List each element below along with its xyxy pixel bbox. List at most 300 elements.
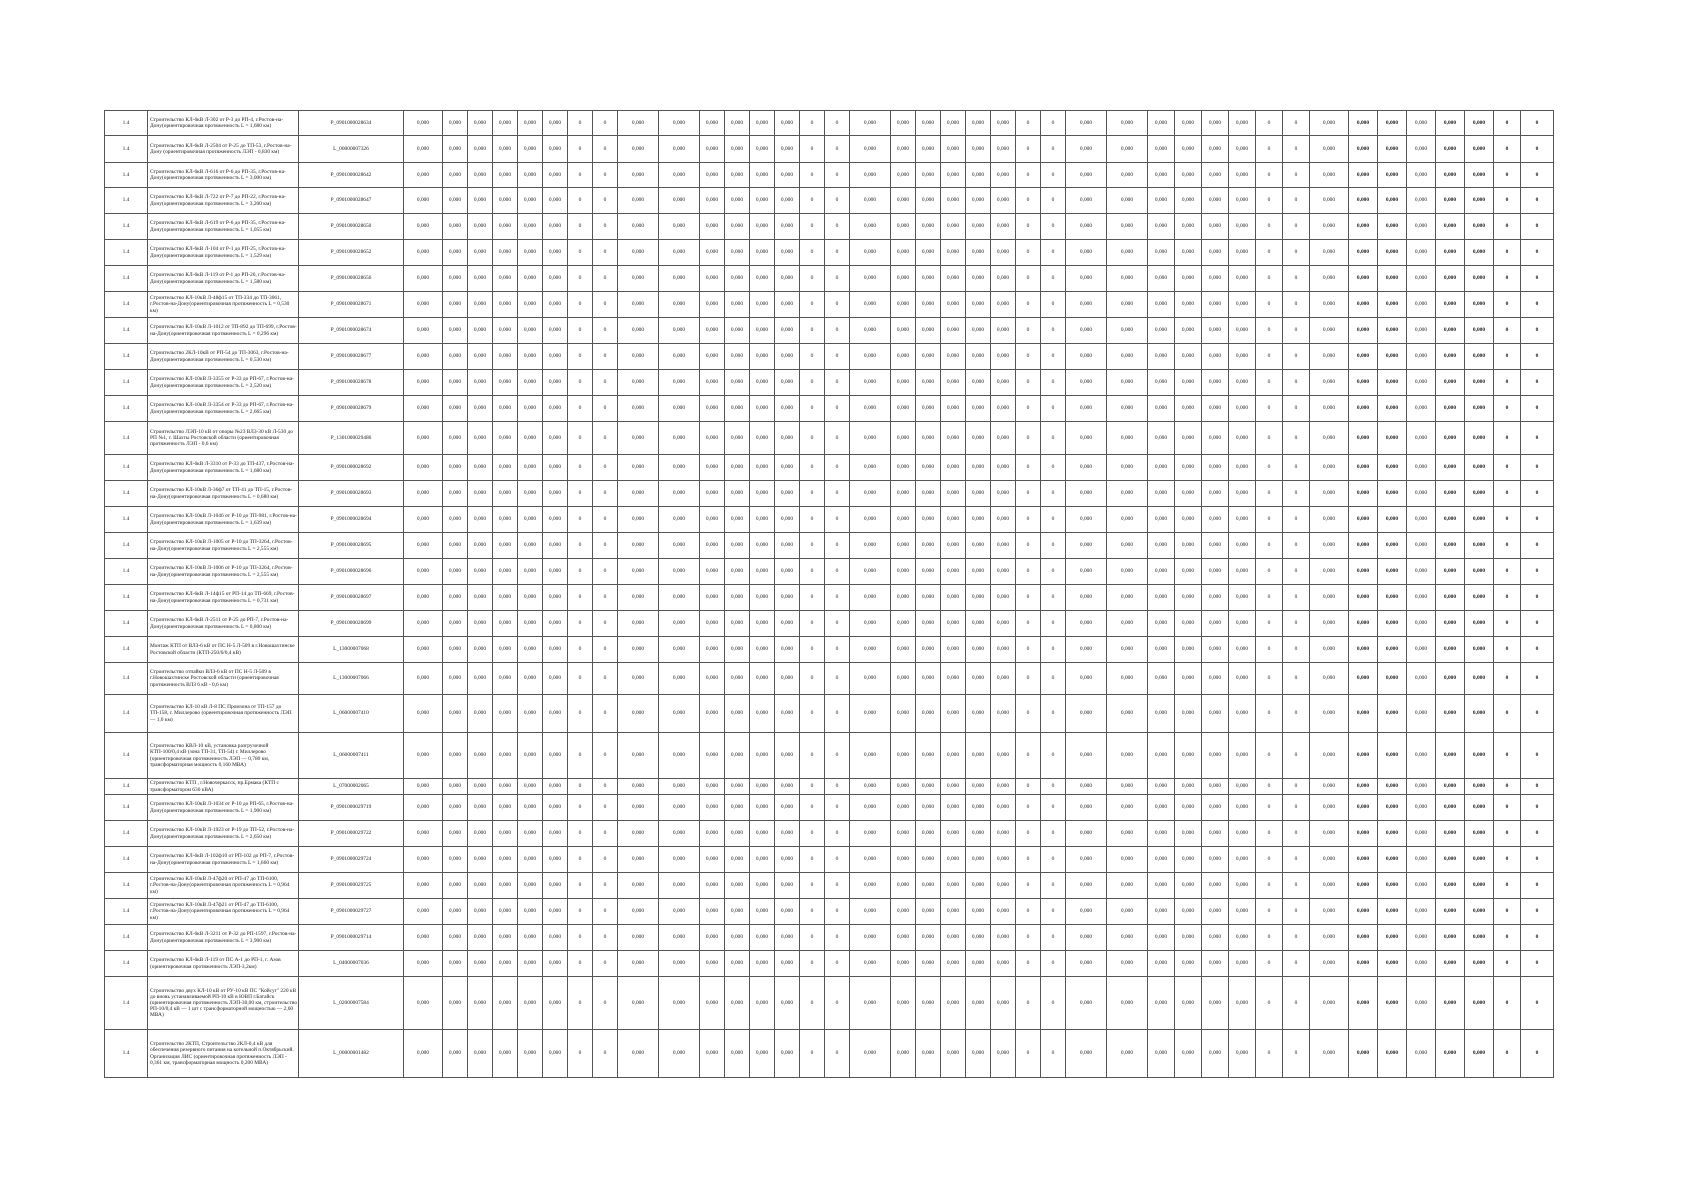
value-cell: 0,000	[1378, 951, 1407, 977]
project-name-cell: Строительство КЛ-10кВ Л-48ф15 от ТП-334 до ТП-3061, г.Ростов-на-Дону(ориентировочная протяженность L = 0,530 км)	[148, 292, 299, 318]
value-cell: 0,000	[916, 925, 941, 951]
value-cell: 0,000	[659, 733, 700, 779]
value-cell: 0,000	[493, 779, 518, 795]
project-id-cell: P_0901000028671	[299, 292, 404, 318]
value-cell: 0,000	[618, 585, 659, 611]
value-cell: 0	[1256, 455, 1283, 481]
value-cell: 0,000	[850, 821, 891, 847]
value-cell: 0,000	[1202, 136, 1229, 163]
value-cell: 0	[1283, 951, 1310, 977]
value-cell: 0,000	[443, 266, 468, 292]
value-cell: 0,000	[850, 111, 891, 136]
value-cell: 0,000	[966, 163, 991, 188]
project-name-cell: Строительство КЛ-10кВ Л-47ф21 от РП-47 до ТП-6100, г.Ростов-на-Дону(ориентировочная протяженность L = 0,964 км)	[148, 899, 299, 925]
value-cell: 0,000	[775, 422, 800, 455]
project-name-cell: Строительство КЛ-6кВ Л-3211 от Р-32 до РП-1597, г.Ростов-на-Дону(ориентировочная протяженность L = 3,900 км)	[148, 925, 299, 951]
value-cell: 0,000	[891, 507, 916, 533]
value-cell: 0,000	[1107, 214, 1148, 240]
value-cell: 0	[1494, 507, 1521, 533]
value-cell: 0,000	[725, 925, 750, 951]
value-cell: 0	[1521, 111, 1554, 136]
value-cell: 0,000	[404, 977, 443, 1030]
value-cell: 0,000	[618, 779, 659, 795]
value-cell: 0,000	[916, 533, 941, 559]
value-cell: 0	[1521, 266, 1554, 292]
table-row	[105, 899, 1554, 925]
value-cell: 0,000	[966, 925, 991, 951]
value-cell: 0	[1016, 396, 1041, 422]
value-cell: 0,000	[991, 1030, 1016, 1078]
value-cell: 0	[800, 318, 825, 344]
value-cell: 0,000	[1175, 559, 1202, 585]
value-cell: 0,000	[1107, 292, 1148, 318]
value-cell: 0,000	[493, 977, 518, 1030]
value-cell: 0,000	[1175, 370, 1202, 396]
value-cell: 0	[1016, 951, 1041, 977]
value-cell: 0,000	[1066, 637, 1107, 663]
value-cell: 0,000	[966, 663, 991, 695]
value-cell: 0,000	[941, 422, 966, 455]
value-cell: 0,000	[659, 266, 700, 292]
value-cell: 0,000	[518, 821, 543, 847]
value-cell: 0,000	[659, 533, 700, 559]
group-code-cell: 1.4	[105, 611, 148, 637]
value-cell: 0,000	[404, 559, 443, 585]
value-cell: 0,000	[1349, 422, 1378, 455]
value-cell: 0,000	[1148, 240, 1175, 266]
table-row	[105, 533, 1554, 559]
value-cell: 0,000	[468, 344, 493, 370]
value-cell: 0	[825, 821, 850, 847]
value-cell: 0	[825, 951, 850, 977]
value-cell: 0,000	[1310, 925, 1349, 951]
value-cell: 0,000	[493, 318, 518, 344]
value-cell: 0,000	[725, 318, 750, 344]
value-cell: 0,000	[1465, 266, 1494, 292]
group-code-cell: 1.4	[105, 847, 148, 873]
project-name-cell: Строительство КВЛ-10 кВ, установка разгрузочной КТП-100/0,4 кВ (зона ТП-31, ТП-54) г. Миллерово (ориентировочная протяженность ЛЭП — 0,780 км, трансформаторная мощность 0,160 МВА)	[148, 733, 299, 779]
project-id-cell: P_0901000028674	[299, 318, 404, 344]
value-cell: 0,000	[1436, 533, 1465, 559]
value-cell: 0	[825, 533, 850, 559]
value-cell: 0	[593, 977, 618, 1030]
value-cell: 0,000	[1310, 507, 1349, 533]
value-cell: 0,000	[404, 533, 443, 559]
value-cell: 0,000	[618, 977, 659, 1030]
value-cell: 0	[568, 847, 593, 873]
value-cell: 0,000	[618, 925, 659, 951]
value-cell: 0,000	[1107, 240, 1148, 266]
value-cell: 0,000	[468, 533, 493, 559]
project-name-cell: Строительство КЛ-6кВ Л-619 от Р-6 до РП-35, г.Ростов-на-Дону(ориентировочная протяженность L = 1,055 км)	[148, 214, 299, 240]
value-cell: 0,000	[775, 370, 800, 396]
value-cell: 0,000	[1465, 795, 1494, 821]
value-cell: 0,000	[1349, 214, 1378, 240]
value-cell: 0,000	[725, 663, 750, 695]
value-cell: 0,000	[966, 422, 991, 455]
value-cell: 0,000	[850, 481, 891, 507]
value-cell: 0	[1521, 396, 1554, 422]
value-cell: 0,000	[1107, 481, 1148, 507]
group-code-cell: 1.4	[105, 422, 148, 455]
value-cell: 0,000	[1202, 111, 1229, 136]
value-cell: 0,000	[518, 111, 543, 136]
value-cell: 0	[825, 611, 850, 637]
value-cell: 0,000	[1202, 1030, 1229, 1078]
value-cell: 0,000	[1148, 111, 1175, 136]
value-cell: 0,000	[850, 733, 891, 779]
value-cell: 0,000	[1175, 663, 1202, 695]
value-cell: 0	[1521, 1030, 1554, 1078]
value-cell: 0,000	[1202, 695, 1229, 733]
value-cell: 0	[568, 455, 593, 481]
value-cell: 0,000	[1229, 637, 1256, 663]
group-code-cell: 1.4	[105, 637, 148, 663]
value-cell: 0,000	[468, 899, 493, 925]
value-cell: 0	[593, 111, 618, 136]
value-cell: 0,000	[1148, 533, 1175, 559]
value-cell: 0	[800, 951, 825, 977]
project-name-cell: Строительство КЛ-10кВ Л-1005 от Р-10 до ТП-3264, г.Ростов-на-Дону(ориентировочная протяженность L = 2,555 км)	[148, 533, 299, 559]
value-cell: 0,000	[991, 111, 1016, 136]
value-cell: 0,000	[518, 637, 543, 663]
value-cell: 0	[825, 136, 850, 163]
value-cell: 0,000	[1107, 951, 1148, 977]
value-cell: 0,000	[1202, 214, 1229, 240]
value-cell: 0,000	[1066, 663, 1107, 695]
value-cell: 0,000	[850, 370, 891, 396]
value-cell: 0,000	[1310, 821, 1349, 847]
value-cell: 0,000	[700, 507, 725, 533]
value-cell: 0,000	[518, 507, 543, 533]
value-cell: 0,000	[991, 873, 1016, 899]
value-cell: 0,000	[543, 136, 568, 163]
value-cell: 0,000	[518, 847, 543, 873]
value-cell: 0,000	[700, 136, 725, 163]
value-cell: 0	[825, 111, 850, 136]
value-cell: 0,000	[941, 733, 966, 779]
value-cell: 0,000	[1148, 611, 1175, 637]
value-cell: 0	[1283, 733, 1310, 779]
value-cell: 0,000	[468, 611, 493, 637]
value-cell: 0,000	[1465, 396, 1494, 422]
value-cell: 0,000	[1066, 925, 1107, 951]
value-cell: 0,000	[775, 585, 800, 611]
value-cell: 0,000	[1378, 422, 1407, 455]
value-cell: 0,000	[1407, 240, 1436, 266]
group-code-cell: 1.4	[105, 873, 148, 899]
value-cell: 0,000	[700, 111, 725, 136]
value-cell: 0	[1283, 292, 1310, 318]
value-cell: 0,000	[1148, 637, 1175, 663]
value-cell: 0	[1256, 847, 1283, 873]
value-cell: 0	[1016, 455, 1041, 481]
value-cell: 0,000	[618, 344, 659, 370]
value-cell: 0,000	[941, 292, 966, 318]
value-cell: 0	[800, 1030, 825, 1078]
value-cell: 0	[1016, 585, 1041, 611]
value-cell: 0	[1521, 977, 1554, 1030]
value-cell: 0,000	[750, 344, 775, 370]
value-cell: 0,000	[991, 637, 1016, 663]
value-cell: 0,000	[543, 779, 568, 795]
value-cell: 0,000	[468, 977, 493, 1030]
value-cell: 0	[1283, 136, 1310, 163]
group-code-cell: 1.4	[105, 733, 148, 779]
value-cell: 0,000	[618, 422, 659, 455]
value-cell: 0,000	[659, 507, 700, 533]
value-cell: 0,000	[966, 733, 991, 779]
value-cell: 0,000	[543, 977, 568, 1030]
value-cell: 0,000	[1407, 873, 1436, 899]
value-cell: 0,000	[618, 318, 659, 344]
value-cell: 0,000	[966, 559, 991, 585]
table-row	[105, 214, 1554, 240]
value-cell: 0	[800, 507, 825, 533]
value-cell: 0	[1494, 533, 1521, 559]
value-cell: 0,000	[966, 637, 991, 663]
value-cell: 0,000	[850, 663, 891, 695]
value-cell: 0,000	[468, 163, 493, 188]
value-cell: 0,000	[404, 370, 443, 396]
value-cell: 0	[1283, 318, 1310, 344]
value-cell: 0,000	[493, 507, 518, 533]
value-cell: 0,000	[916, 292, 941, 318]
value-cell: 0,000	[1465, 899, 1494, 925]
value-cell: 0,000	[700, 585, 725, 611]
value-cell: 0	[800, 637, 825, 663]
value-cell: 0	[568, 507, 593, 533]
value-cell: 0	[593, 214, 618, 240]
value-cell: 0	[593, 637, 618, 663]
value-cell: 0	[800, 344, 825, 370]
value-cell: 0,000	[1107, 695, 1148, 733]
value-cell: 0,000	[1349, 977, 1378, 1030]
value-cell: 0,000	[750, 951, 775, 977]
value-cell: 0	[1521, 733, 1554, 779]
value-cell: 0,000	[543, 188, 568, 214]
value-cell: 0,000	[1407, 370, 1436, 396]
value-cell: 0,000	[775, 266, 800, 292]
value-cell: 0,000	[1066, 779, 1107, 795]
value-cell: 0	[1283, 240, 1310, 266]
value-cell: 0,000	[1407, 533, 1436, 559]
value-cell: 0	[568, 795, 593, 821]
value-cell: 0	[800, 396, 825, 422]
value-cell: 0,000	[1066, 695, 1107, 733]
value-cell: 0,000	[404, 733, 443, 779]
value-cell: 0,000	[966, 585, 991, 611]
project-name-cell: Строительство КЛ-6кВ Л-2511 от Р-25 до РП-7, г.Ростов-на-Дону(ориентировочная протяженность L = 0,800 км)	[148, 611, 299, 637]
value-cell: 0	[1041, 637, 1066, 663]
value-cell: 0,000	[850, 977, 891, 1030]
project-name-cell: Строительство двух КЛ-10 кВ от РУ-10 кВ ПС "Койсуг" 220 кВ до вновь устанавливаемой РП-10 кВ в ЮВП г.Батайск (ориентировочная протяженность ЛЭП-30,00 км, строительство РП-10/0,4 кВ — 1 шт с трансформаторной мощностью — 2,60 МВА)	[148, 977, 299, 1030]
value-cell: 0,000	[1175, 292, 1202, 318]
value-cell: 0,000	[493, 899, 518, 925]
value-cell: 0,000	[1407, 481, 1436, 507]
value-cell: 0,000	[891, 481, 916, 507]
value-cell: 0	[1283, 163, 1310, 188]
value-cell: 0,000	[775, 481, 800, 507]
value-cell: 0,000	[700, 266, 725, 292]
value-cell: 0,000	[1229, 795, 1256, 821]
value-cell: 0,000	[443, 111, 468, 136]
value-cell: 0	[1494, 396, 1521, 422]
value-cell: 0,000	[775, 559, 800, 585]
value-cell: 0,000	[543, 899, 568, 925]
value-cell: 0,000	[966, 344, 991, 370]
value-cell: 0	[593, 821, 618, 847]
value-cell: 0	[800, 163, 825, 188]
project-id-cell: L_00000007326	[299, 136, 404, 163]
project-id-cell: P_0901000028634	[299, 111, 404, 136]
value-cell: 0,000	[991, 266, 1016, 292]
value-cell: 0,000	[1175, 318, 1202, 344]
project-id-cell: P_0901000028679	[299, 396, 404, 422]
value-cell: 0	[593, 370, 618, 396]
value-cell: 0	[1283, 795, 1310, 821]
value-cell: 0	[1016, 481, 1041, 507]
value-cell: 0,000	[1465, 318, 1494, 344]
value-cell: 0,000	[941, 188, 966, 214]
value-cell: 0,000	[493, 611, 518, 637]
value-cell: 0	[1494, 292, 1521, 318]
value-cell: 0,000	[443, 163, 468, 188]
value-cell: 0	[800, 533, 825, 559]
value-cell: 0	[825, 370, 850, 396]
value-cell: 0,000	[659, 637, 700, 663]
value-cell: 0	[1016, 163, 1041, 188]
value-cell: 0,000	[1202, 266, 1229, 292]
value-cell: 0	[1283, 637, 1310, 663]
value-cell: 0,000	[659, 292, 700, 318]
value-cell: 0,000	[750, 821, 775, 847]
value-cell: 0	[825, 847, 850, 873]
value-cell: 0,000	[775, 733, 800, 779]
table-row	[105, 559, 1554, 585]
value-cell: 0,000	[966, 481, 991, 507]
project-id-cell: P_0901000028692	[299, 455, 404, 481]
value-cell: 0,000	[518, 779, 543, 795]
value-cell: 0,000	[750, 795, 775, 821]
value-cell: 0	[593, 695, 618, 733]
value-cell: 0,000	[404, 795, 443, 821]
value-cell: 0,000	[1175, 951, 1202, 977]
table-row	[105, 611, 1554, 637]
value-cell: 0,000	[443, 481, 468, 507]
value-cell: 0,000	[518, 214, 543, 240]
value-cell: 0	[1256, 925, 1283, 951]
value-cell: 0,000	[916, 163, 941, 188]
value-cell: 0	[1521, 422, 1554, 455]
value-cell: 0,000	[1175, 188, 1202, 214]
value-cell: 0	[1521, 188, 1554, 214]
value-cell: 0,000	[850, 899, 891, 925]
value-cell: 0,000	[750, 163, 775, 188]
value-cell: 0,000	[443, 455, 468, 481]
table-row	[105, 266, 1554, 292]
value-cell: 0,000	[850, 925, 891, 951]
value-cell: 0,000	[1310, 637, 1349, 663]
value-cell: 0,000	[725, 821, 750, 847]
value-cell: 0,000	[1148, 318, 1175, 344]
value-cell: 0,000	[966, 611, 991, 637]
value-cell: 0,000	[891, 585, 916, 611]
value-cell: 0	[825, 779, 850, 795]
value-cell: 0,000	[1066, 507, 1107, 533]
value-cell: 0,000	[916, 695, 941, 733]
value-cell: 0	[1256, 481, 1283, 507]
value-cell: 0,000	[518, 240, 543, 266]
value-cell: 0,000	[1175, 795, 1202, 821]
value-cell: 0,000	[618, 899, 659, 925]
value-cell: 0	[825, 481, 850, 507]
value-cell: 0,000	[700, 695, 725, 733]
value-cell: 0,000	[850, 585, 891, 611]
value-cell: 0,000	[991, 779, 1016, 795]
value-cell: 0,000	[700, 821, 725, 847]
value-cell: 0,000	[1066, 977, 1107, 1030]
value-cell: 0	[1283, 422, 1310, 455]
value-cell: 0	[1283, 111, 1310, 136]
value-cell: 0,000	[659, 318, 700, 344]
value-cell: 0,000	[1202, 396, 1229, 422]
value-cell: 0	[1521, 455, 1554, 481]
value-cell: 0,000	[941, 585, 966, 611]
value-cell: 0,000	[1229, 847, 1256, 873]
value-cell: 0	[825, 507, 850, 533]
value-cell: 0,000	[750, 240, 775, 266]
value-cell: 0	[1016, 559, 1041, 585]
value-cell: 0	[825, 163, 850, 188]
value-cell: 0,000	[659, 847, 700, 873]
table-row	[105, 111, 1554, 136]
group-code-cell: 1.4	[105, 455, 148, 481]
value-cell: 0,000	[850, 422, 891, 455]
value-cell: 0,000	[1202, 163, 1229, 188]
value-cell: 0	[1041, 977, 1066, 1030]
value-cell: 0,000	[443, 951, 468, 977]
value-cell: 0,000	[443, 733, 468, 779]
value-cell: 0	[1494, 847, 1521, 873]
value-cell: 0,000	[750, 663, 775, 695]
value-cell: 0,000	[941, 1030, 966, 1078]
value-cell: 0,000	[1229, 422, 1256, 455]
value-cell: 0,000	[966, 292, 991, 318]
value-cell: 0	[1283, 695, 1310, 733]
value-cell: 0	[1494, 559, 1521, 585]
value-cell: 0,000	[1407, 821, 1436, 847]
value-cell: 0	[1494, 370, 1521, 396]
value-cell: 0,000	[1436, 214, 1465, 240]
value-cell: 0	[825, 663, 850, 695]
value-cell: 0,000	[1349, 951, 1378, 977]
value-cell: 0,000	[1066, 481, 1107, 507]
value-cell: 0	[1041, 663, 1066, 695]
value-cell: 0,000	[966, 370, 991, 396]
value-cell: 0	[593, 422, 618, 455]
value-cell: 0,000	[1310, 695, 1349, 733]
value-cell: 0,000	[404, 847, 443, 873]
value-cell: 0,000	[443, 821, 468, 847]
project-name-cell: Строительство КЛ-6кВ Л-14ф15 от РП-14 до ТП-669, г.Ростов-на-Дону(ориентировочная протяженность L = 0,731 км)	[148, 585, 299, 611]
project-id-cell: P_0901000028647	[299, 188, 404, 214]
project-name-cell: Строительство КЛ-10 кВ Л-8 ПС Промзона от ТП-157 до ТП-158, г. Миллерово (ориентировочная протяженность ЛЭП — 1,0 км)	[148, 695, 299, 733]
value-cell: 0,000	[618, 481, 659, 507]
value-cell: 0,000	[468, 422, 493, 455]
value-cell: 0	[1041, 795, 1066, 821]
table-row	[105, 873, 1554, 899]
